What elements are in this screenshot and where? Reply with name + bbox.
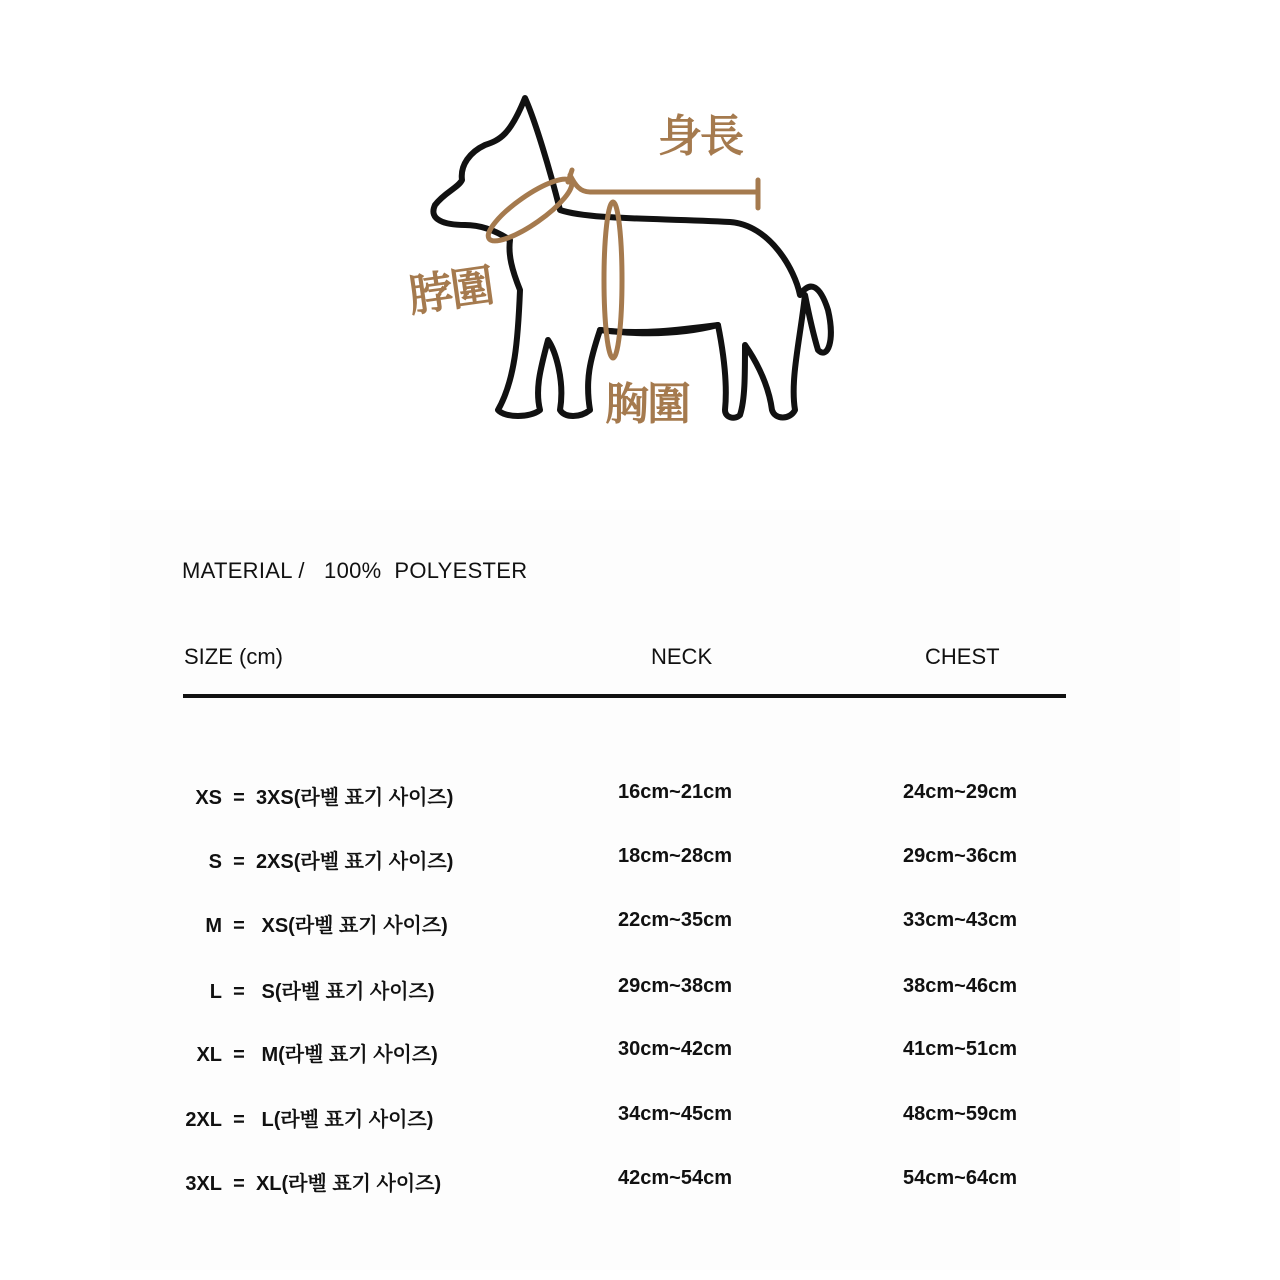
size-code: XS [195,787,222,809]
chest-value: 24cm~29cm [903,781,1017,803]
size-cell [170,1167,460,1196]
neck-value: 42cm~54cm [618,1167,732,1189]
size-code: 2XL [185,1109,222,1131]
size-code: L [209,981,222,1003]
material-value: 100% POLYESTER [324,558,528,583]
label-size: M(라벨 표기 사이즈) [261,1044,438,1066]
table-row [0,1103,1280,1143]
material-label: MATERIAL / [182,558,305,583]
size-cell [170,1038,460,1067]
equals-sign: = [233,1044,245,1066]
label-size: S(라벨 표기 사이즈) [261,981,435,1003]
chest-label: 胸圍 [605,379,689,430]
equals-sign: = [233,1109,245,1131]
table-row [0,909,1280,949]
label-size: XL(라벨 표기 사이즈) [255,1173,442,1195]
chest-value: 38cm~46cm [903,975,1017,997]
size-code: 3XL [185,1173,222,1195]
neck-value: 16cm~21cm [618,781,732,803]
neck-value: 30cm~42cm [618,1038,732,1060]
label-size: 3XS(라벨 표기 사이즈) [255,787,454,809]
chest-value: 54cm~64cm [903,1167,1017,1189]
equals-sign: = [233,1173,245,1195]
size-cell [170,909,460,938]
chest-value: 33cm~43cm [903,909,1017,931]
chest-value: 29cm~36cm [903,845,1017,867]
dog-measurement-diagram [400,80,860,440]
equals-sign: = [233,981,245,1003]
size-code: XL [196,1044,222,1066]
header-divider [183,694,1066,698]
body-length-measure [568,170,758,208]
table-row [0,975,1280,1015]
size-chart-panel [110,510,1180,1270]
size-code: M [205,915,222,937]
table-row [0,1167,1280,1207]
size-cell [170,781,460,810]
size-code: S [208,851,222,873]
equals-sign: = [233,851,245,873]
chest-column-header: CHEST [925,644,1000,669]
table-row [0,781,1280,821]
neck-label: 脖圍 [405,260,496,323]
label-size: XS(라벨 표기 사이즈) [261,915,448,937]
label-size: L(라벨 표기 사이즈) [261,1109,434,1131]
table-row [0,845,1280,885]
body-length-label: 身長 [658,111,742,162]
equals-sign: = [233,915,245,937]
neck-value: 34cm~45cm [618,1103,732,1125]
neck-value: 29cm~38cm [618,975,732,997]
material-line [182,558,527,584]
size-cell [170,1103,460,1132]
label-size: 2XS(라벨 표기 사이즈) [255,851,454,873]
size-column-header: SIZE (cm) [184,644,283,669]
neck-column-header: NECK [651,644,713,669]
table-row [0,1038,1280,1078]
size-cell [170,845,460,874]
size-cell [170,975,460,1004]
equals-sign: = [233,787,245,809]
chest-value: 41cm~51cm [903,1038,1017,1060]
neck-value: 22cm~35cm [618,909,732,931]
chest-measure-ring [604,202,622,358]
neck-value: 18cm~28cm [618,845,732,867]
chest-value: 48cm~59cm [903,1103,1017,1125]
